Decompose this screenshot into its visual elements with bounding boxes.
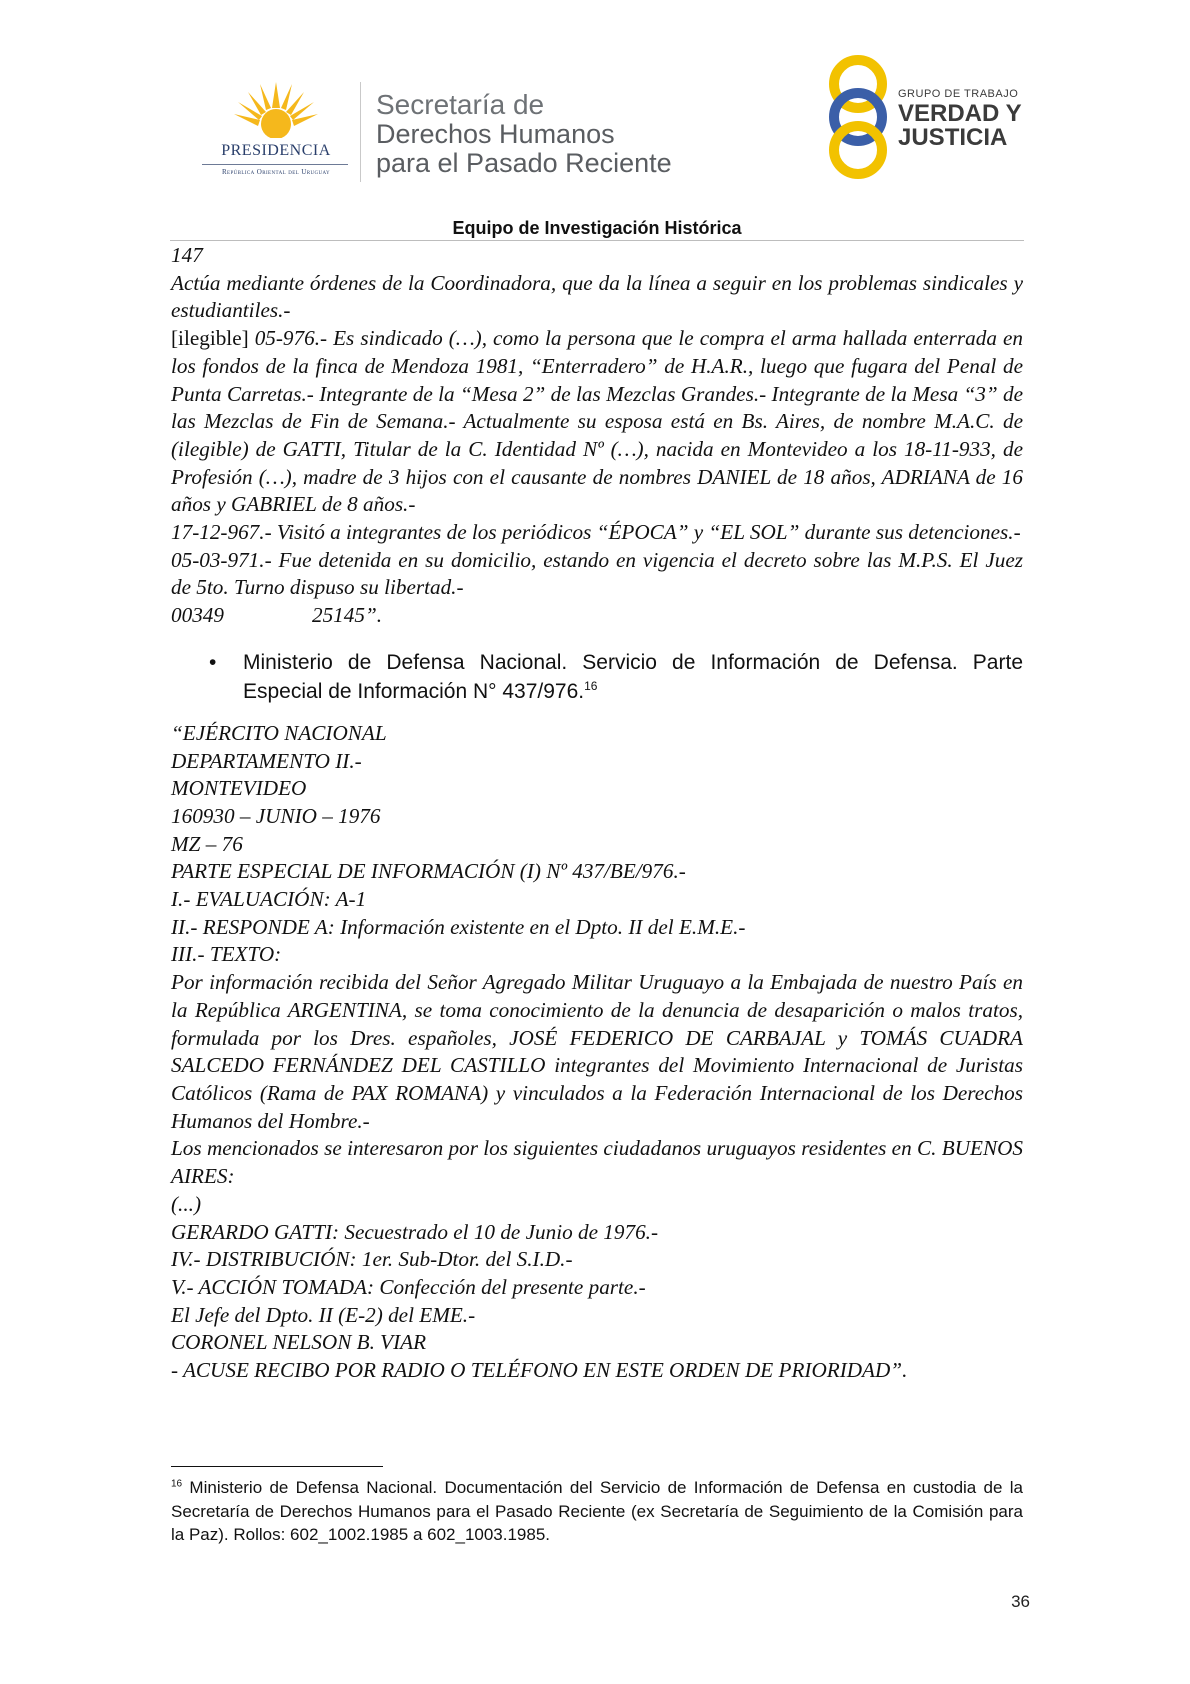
quoted-document bbox=[171, 720, 1023, 1385]
page-number: 36 bbox=[1011, 1592, 1030, 1611]
source-bullet-text: Ministerio de Defensa Nacional. Servicio de Información de Defensa. Parte Especial de Información N° 437/976. bbox=[243, 650, 1023, 703]
illegible-marker: [ilegible] bbox=[171, 326, 249, 351]
secretaria-line-2: Derechos Humanos bbox=[376, 119, 615, 149]
doc-line: III.- TEXTO: bbox=[171, 942, 282, 967]
header-rule bbox=[170, 240, 1024, 241]
sun-icon bbox=[234, 80, 318, 142]
doc-line: V.- ACCIÓN TOMADA: Confección del presente parte.- bbox=[171, 1274, 646, 1299]
page-body bbox=[171, 242, 1023, 1385]
doc-line: IV.- DISTRIBUCIÓN: 1er. Sub-Dtor. del S.I.D.- bbox=[171, 1247, 573, 1272]
paragraph-sindicado bbox=[171, 325, 1023, 519]
doc-paragraph-mencionados: Los mencionados se interesaron por los siguientes ciudadanos uruguayos residentes en C. BUENOS AIRES: bbox=[171, 1136, 1023, 1189]
reference-b: 25145”. bbox=[311, 603, 383, 628]
paragraph-detenida: 05-03-971.- Fue detenida en su domicilio, estando en vigencia el decreto sobre las M.P.S. El Juez de 5to. Turno dispuso su libertad.- bbox=[171, 547, 1023, 600]
secretaria-line-1: Secretaría de bbox=[376, 89, 545, 120]
bullet-icon: • bbox=[209, 650, 217, 674]
presidencia-logo bbox=[196, 80, 356, 180]
footnote-rule bbox=[171, 1466, 383, 1467]
vyj-title-line-2: JUSTICIA bbox=[898, 124, 1008, 151]
doc-paragraph-informacion: Por información recibida del Señor Agregado Militar Uruguayo a la Embajada de nuestro País en la República ARGENTINA, se toma conocimiento de la denuncia de desaparición o malos tratos, formulada por los Dres. españoles, JOSÉ FEDERICO DE CARBAJAL y TOMÁS CUADRA SALCEDO FERNÁNDEZ DEL CASTILLO integrantes del Movimiento Internacional de Juristas Católicos (Rama de PAX ROMANA) y vinculados a la Federación Internacional de los Derechos Humanos del Hombre.- bbox=[171, 970, 1023, 1133]
footnote bbox=[171, 1476, 1023, 1547]
secretaria-logo-text bbox=[376, 90, 672, 178]
verdad-justicia-logo bbox=[820, 54, 1040, 184]
reference-numbers bbox=[171, 602, 1023, 630]
doc-line: MONTEVIDEO bbox=[171, 776, 307, 801]
header-divider bbox=[360, 82, 361, 182]
doc-line: II.- RESPONDE A: Información existente en el Dpto. II del E.M.E.- bbox=[171, 914, 746, 939]
doc-line: - ACUSE RECIBO POR RADIO O TELÉFONO EN ESTE ORDEN DE PRIORIDAD”. bbox=[171, 1358, 908, 1383]
page-header bbox=[0, 0, 1190, 238]
presidencia-wordmark: PRESIDENCIA bbox=[221, 142, 331, 159]
source-bullet bbox=[171, 648, 1023, 706]
record-number: 147 bbox=[171, 243, 203, 267]
doc-line: 160930 – JUNIO – 1976 bbox=[171, 803, 381, 828]
doc-line: DEPARTAMENTO II.- bbox=[171, 748, 362, 773]
team-title: Equipo de Investigación Histórica bbox=[452, 218, 742, 238]
presidencia-rule bbox=[202, 164, 348, 165]
paragraph-coordinadora: Actúa mediante órdenes de la Coordinadora, que da la línea a seguir en los problemas sindicales y estudiantiles.- bbox=[171, 270, 1023, 323]
doc-line: PARTE ESPECIAL DE INFORMACIÓN (I) Nº 437/BE/976.- bbox=[171, 859, 686, 884]
paragraph-sindicado-text: 05-976.- Es sindicado (…), como la persona que le compra el arma hallada enterrada en los fondos de la finca de Mendoza 1981, “Enterradero” de H.A.R., luego que fugara del Penal de Punta Carretas.- Integrante de la “Mesa 2” de las Mezclas Grandes.- Integrante de la Mesa “3” de las Mezclas de Fin de Semana.- Actualmente su esposa está en Bs. Aires, de nombre M.A.C. de (ilegible) de GATTI, Titular de la C. Identidad Nº (…), nacida en Montevideo a los 18-11-933, de Profesión (…), madre de 3 hijos con el causante de nombres DANIEL de 18 años, ADRIANA de 16 años y GABRIEL de 8 años.- bbox=[171, 326, 1023, 517]
doc-line: CORONEL NELSON B. VIAR bbox=[171, 1330, 427, 1355]
doc-line: “EJÉRCITO NACIONAL bbox=[171, 720, 387, 745]
vyj-group-label: GRUPO DE TRABAJO bbox=[898, 88, 1019, 100]
secretaria-line-3: para el Pasado Reciente bbox=[376, 148, 672, 178]
doc-line: I.- EVALUACIÓN: A-1 bbox=[171, 887, 367, 912]
vyj-title bbox=[898, 102, 1022, 150]
linked-rings-icon bbox=[820, 54, 896, 180]
doc-line: MZ – 76 bbox=[171, 831, 243, 856]
footnote-number: 16 bbox=[171, 1478, 183, 1490]
paragraph-visito: 17-12-967.- Visitó a integrantes de los periódicos “ÉPOCA” y “EL SOL” durante sus detenciones.- bbox=[171, 520, 1021, 545]
footnote-ref[interactable]: 16 bbox=[584, 678, 598, 693]
vyj-title-line-1: VERDAD Y bbox=[898, 100, 1022, 127]
footnote-text: Ministerio de Defensa Nacional. Documentación del Servicio de Información de Defensa en custodia de la Secretaría de Derechos Humanos para el Pasado Reciente (ex Secretaría de Seguimiento de la Comisión para la Paz). Rollos: 602_1002.1985 a 602_1003.1985. bbox=[171, 1478, 1023, 1544]
doc-line: El Jefe del Dpto. II (E-2) del EME.- bbox=[171, 1302, 476, 1327]
presidencia-subtitle: República Oriental del Uruguay bbox=[221, 168, 331, 176]
reference-a: 00349 bbox=[171, 603, 224, 628]
doc-line: (...) bbox=[171, 1191, 202, 1216]
doc-line: GERARDO GATTI: Secuestrado el 10 de Junio de 1976.- bbox=[171, 1219, 659, 1244]
